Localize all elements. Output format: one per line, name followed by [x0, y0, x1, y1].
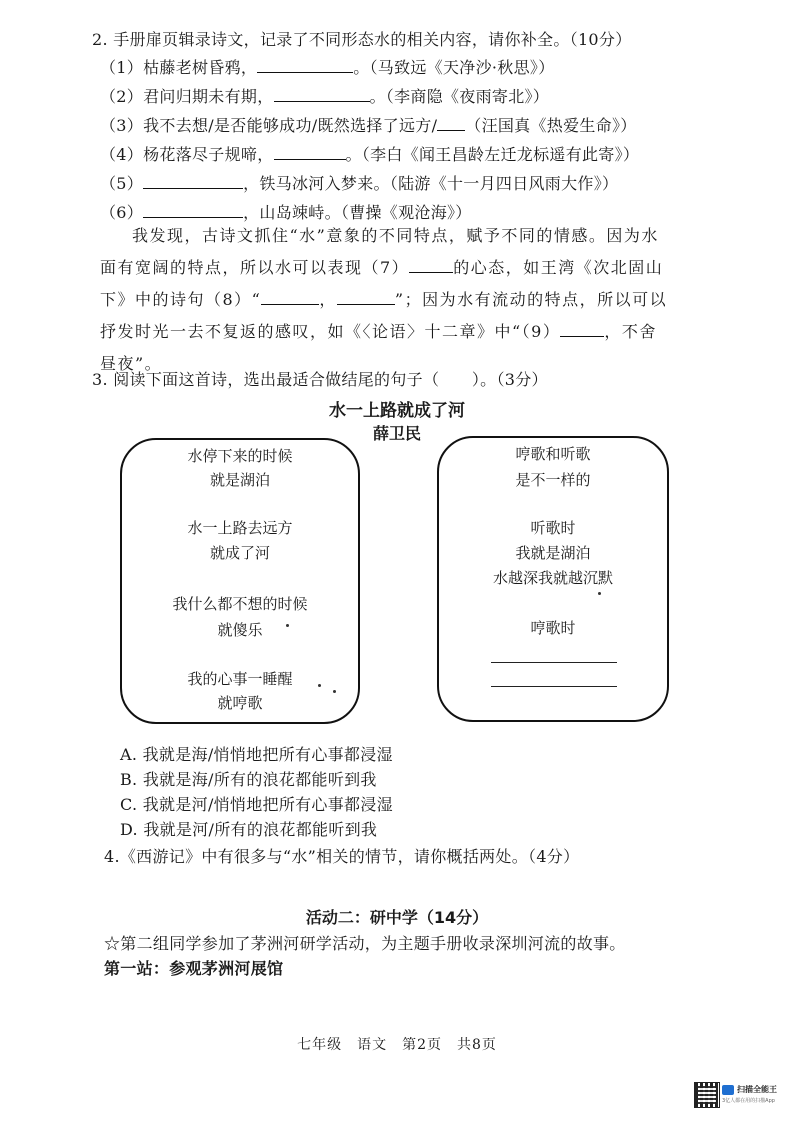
- item-before: 我不去想/是否能够成功/既然选择了远方/: [143, 116, 438, 135]
- para-text: ，不舍昼夜”。: [100, 322, 657, 373]
- poem-line: 水越深我就越沉默: [492, 569, 613, 587]
- poem-right-box: [437, 436, 669, 722]
- q2-stem: 2. 手册扉页辑录诗文，记录了不同形态水的相关内容，请你补全。（10分）: [92, 30, 632, 49]
- poem-line: 水停下来的时候: [187, 447, 293, 465]
- poem-left-box: [120, 438, 360, 724]
- scanner-watermark: [722, 1084, 788, 1106]
- item-number: （2）: [100, 87, 144, 106]
- answer-blank[interactable]: [274, 145, 346, 160]
- poem-line: 哼歌时: [530, 619, 576, 637]
- item-number: （6）: [100, 203, 144, 222]
- poem-line: 我什么都不想的时候: [172, 595, 308, 613]
- scanner-app-name: 扫描全能王: [737, 1085, 777, 1094]
- poem-title: 水一上路就成了河: [329, 401, 465, 421]
- item-after: ，铁马冰河入梦来。（陆游《十一月四日风雨大作》）: [243, 174, 619, 193]
- poem-line: 我就是湖泊: [515, 544, 591, 562]
- item-after: （汪国真《热爱生命》）: [465, 116, 637, 135]
- blank-8b[interactable]: [337, 290, 395, 305]
- poem-answer-line[interactable]: [491, 686, 617, 687]
- item-number: （1）: [100, 58, 144, 77]
- poem-author: 薛卫民: [372, 424, 421, 443]
- para-text: ，: [319, 290, 337, 309]
- poem-line: 就成了河: [209, 544, 270, 562]
- q2-item-5: [100, 174, 618, 194]
- poem-line: 就傻乐: [217, 621, 263, 639]
- poem-line: 听歌时: [530, 519, 576, 537]
- blank-8a[interactable]: [261, 290, 319, 305]
- para-text: 的心态，如王湾《次北固山下》中的诗句（8）“: [100, 258, 664, 309]
- scan-speck: [318, 684, 321, 687]
- scanner-logo-icon: [722, 1085, 734, 1095]
- poem-answer-line[interactable]: [491, 662, 617, 663]
- q2-item-3: [100, 116, 637, 136]
- poem-line: 哼歌和听歌: [515, 445, 591, 463]
- station1-heading: 第一站：参观茅洲河展馆: [104, 959, 284, 978]
- item-after: 。（李商隐《夜雨寄北》）: [369, 87, 550, 106]
- poem-line: 就哼歌: [217, 694, 263, 712]
- scan-speck: [333, 690, 336, 693]
- q3-option-a[interactable]: A. 我就是海/悄悄地把所有心事都浸湿: [120, 745, 393, 764]
- q2-discovery-paragraph: [100, 220, 670, 380]
- poem-line: 水一上路去远方: [187, 519, 293, 537]
- page-footer: 七年级 语文 第2页 共8页: [297, 1037, 497, 1053]
- para-text: ”；因为水有流动的特点，所以可以抒发时光一去不复返的感叹，如《〈论语〉十二章》中“（9）: [100, 290, 668, 341]
- q4-stem: 4.《西游记》中有很多与“水”相关的情节，请你概括两处。（4分）: [104, 847, 580, 866]
- q2-item-4: [100, 145, 639, 165]
- activity2-intro: ☆第二组同学参加了茅洲河研学活动，为主题手册收录深圳河流的故事。: [104, 934, 626, 953]
- item-number: （4）: [100, 145, 144, 164]
- answer-blank[interactable]: [143, 203, 243, 218]
- activity2-title: 活动二：研中学（14分）: [305, 908, 489, 927]
- answer-blank[interactable]: [143, 174, 243, 189]
- answer-blank[interactable]: [437, 116, 465, 131]
- item-before: 枯藤老树昏鸦，: [143, 58, 258, 77]
- scan-speck: [286, 624, 289, 627]
- q3-option-c[interactable]: C. 我就是河/悄悄地把所有心事都浸湿: [120, 795, 393, 814]
- blank-7[interactable]: [409, 258, 453, 273]
- answer-blank[interactable]: [274, 87, 370, 102]
- para-text: 我发现，古诗文抓住“水”意象的不同特点，赋予不同的情感。因为水面有宽阔的特点，所以水可以表现（7）: [100, 226, 659, 277]
- item-number: （3）: [100, 116, 144, 135]
- item-after: 。（马致远《天净沙·秋思》）: [353, 58, 555, 77]
- blank-9[interactable]: [560, 322, 604, 337]
- q3-stem: 3. 阅读下面这首诗，选出最适合做结尾的句子（ ）。（3分）: [92, 370, 548, 389]
- scan-speck: [598, 592, 601, 595]
- item-before: 杨花落尽子规啼，: [143, 145, 274, 164]
- item-number: （5）: [100, 174, 144, 193]
- scanner-tagline: 3亿人都在用的扫描App: [722, 1098, 775, 1104]
- poem-line: 是不一样的: [515, 471, 591, 489]
- poem-line: 就是湖泊: [209, 471, 270, 489]
- item-before: 君问归期未有期，: [143, 87, 274, 106]
- answer-blank[interactable]: [257, 58, 353, 73]
- poem-line: 我的心事一睡醒: [187, 670, 293, 688]
- item-after: ，山岛竦峙。（曹操《观沧海》）: [243, 203, 472, 222]
- q2-item-1: [100, 58, 555, 78]
- q2-item-2: [100, 87, 549, 107]
- item-after: 。（李白《闻王昌龄左迁龙标遥有此寄》）: [345, 145, 640, 164]
- q3-option-d[interactable]: D. 我就是河/所有的浪花都能听到我: [120, 820, 378, 839]
- q3-option-b[interactable]: B. 我就是海/所有的浪花都能听到我: [120, 770, 377, 789]
- qr-code-icon: [694, 1082, 720, 1108]
